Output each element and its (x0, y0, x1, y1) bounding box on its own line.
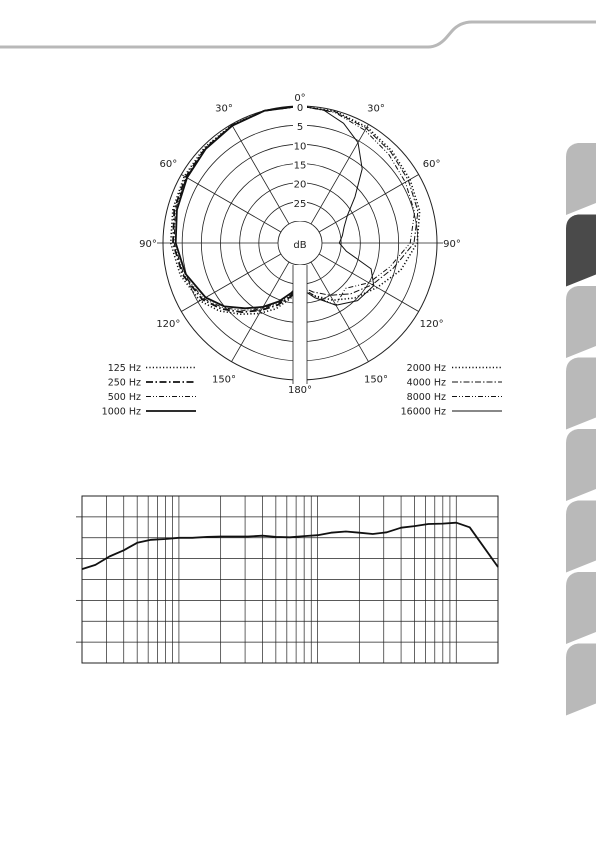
legend-label: 8000 Hz (406, 392, 446, 403)
polar-spoke (232, 124, 290, 224)
center-strip (293, 265, 307, 382)
page-header-rule (0, 22, 596, 47)
section-tab (566, 644, 596, 716)
legend-label: 250 Hz (107, 377, 141, 389)
polar-pattern-chart (139, 93, 461, 396)
section-tab (566, 429, 596, 501)
radial-tick-label: 15 (293, 160, 307, 172)
polar-series-line (300, 106, 420, 300)
polar-legend-right (401, 363, 502, 418)
angle-label: 30° (367, 103, 385, 115)
angle-label: 120° (419, 319, 444, 330)
section-tabs (566, 143, 596, 716)
section-tab (566, 286, 596, 358)
polar-spoke (319, 254, 419, 312)
angle-label: 120° (156, 319, 181, 330)
angle-label: 180° (287, 385, 313, 396)
angle-label: 90° (443, 239, 461, 250)
legend-label: 16000 Hz (400, 406, 446, 418)
polar-spoke (311, 124, 369, 224)
legend-label: 500 Hz (107, 392, 141, 403)
frequency-grid (76, 496, 498, 663)
polar-series-line (300, 106, 374, 305)
polar-spoke (181, 254, 281, 312)
radial-tick-label: 20 (293, 179, 307, 191)
radial-tick-label: 5 (296, 122, 304, 134)
legend-label: 1000 Hz (101, 406, 141, 418)
angle-label: 90° (139, 239, 157, 250)
section-tab (566, 358, 596, 430)
unit-label: dB (293, 240, 307, 251)
angle-label: 150° (363, 374, 389, 386)
polar-spoke (181, 175, 281, 233)
angle-label: 0° (294, 93, 306, 104)
section-tab (566, 215, 596, 287)
section-tab (566, 143, 596, 215)
section-tab (566, 501, 596, 573)
radial-tick-label: 25 (293, 198, 307, 210)
response-curve (82, 523, 498, 569)
legend-label: 125 Hz (107, 363, 141, 374)
radial-tick-label: 10 (293, 141, 307, 153)
legend-label: 4000 Hz (406, 377, 446, 389)
polar-spoke (311, 262, 369, 362)
frequency-response-chart (76, 496, 498, 663)
radial-tick-label: 0 (296, 103, 304, 114)
polar-series-line (300, 106, 418, 295)
section-tab (566, 572, 596, 644)
polar-legend-left (102, 363, 196, 418)
legend-label: 2000 Hz (406, 363, 446, 374)
angle-label: 60° (159, 159, 178, 170)
angle-label: 30° (215, 103, 233, 115)
angle-label: 150° (211, 374, 237, 386)
polar-spoke (319, 175, 419, 233)
angle-label: 60° (422, 159, 441, 170)
frequency-series (82, 523, 498, 569)
